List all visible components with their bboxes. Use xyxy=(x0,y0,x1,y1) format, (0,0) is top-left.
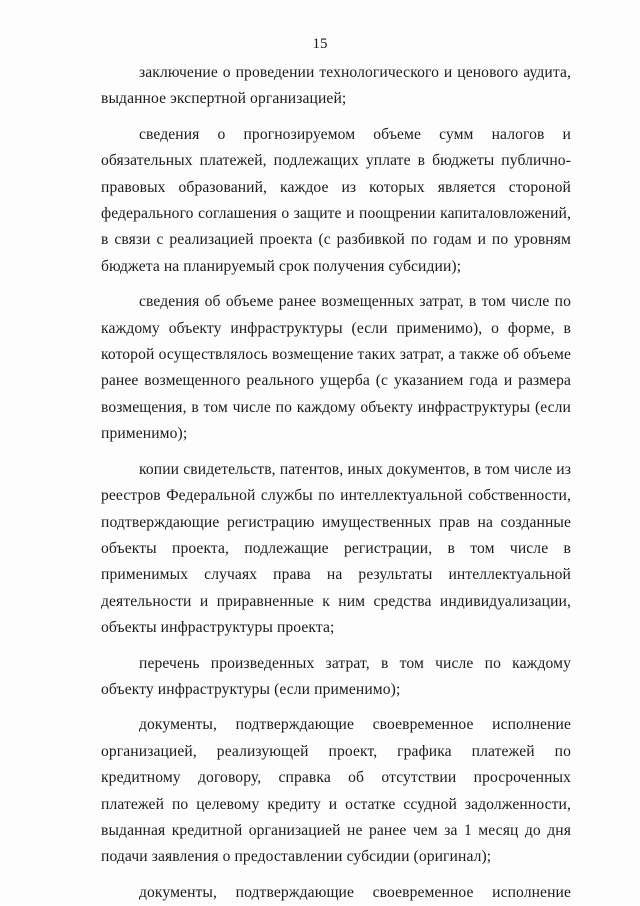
document-body xyxy=(101,60,571,906)
paragraph-tax-forecast: сведения о прогнозируемом объеме сумм налогов и обязательных платежей, подлежащих уплате в бюджеты публично-правовых образований, каждое из которых является стороной федерального соглашения о защите и поощрении капиталовложений, в связи с реализацией проекта (с разбивкой по годам и по уровням бюджета на планируемый срок получения субсидии); xyxy=(101,125,571,275)
paragraph-payment-documents: документы, подтверждающие своевременное исполнение организацией, реализующей проект, графика платежей по кредитному договору, справка об отсутствии просроченных платежей по целевому кредиту и остатке ссудной задолженности, выданная кредитной организацией не ранее чем за 1 месяц до дня подачи заявления о предоставлении субсидии (оригинал); xyxy=(101,716,571,866)
paragraph-costs-list: перечень произведенных затрат, в том числе по каждому объекту инфраструктуры (если применимо); xyxy=(101,654,571,698)
paragraph-audit-conclusion: заключение о проведении технологического и ценового аудита, выданное экспертной организацией; xyxy=(101,64,571,108)
paragraph-reimbursed-costs: сведения об объеме ранее возмещенных затрат, в том числе по каждому объекту инфраструктуры (если применимо), о форме, в которой осуществлялось возмещение таких затрат, а также об объеме ранее возмещенного реального ущерба (с указанием года и размера возмещения, в том числе по каждому объекту инфраструктуры (если применимо); xyxy=(101,293,571,443)
paragraph-continued: документы, подтверждающие своевременное исполнение xyxy=(139,883,571,901)
paragraph-patent-copies: копии свидетельств, патентов, иных документов, в том числе из реестров Федеральной службы по интеллектуальной собственности, подтверждающие регистрацию имущественных прав на созданные объекты проекта, подлежащие регистрации, в том числе в применимых случаях права на результаты интеллектуальной деятельности и приравненные к ним средства индивидуализации, объекты инфраструктуры проекта; xyxy=(101,460,571,637)
page-number: 15 xyxy=(312,36,328,52)
